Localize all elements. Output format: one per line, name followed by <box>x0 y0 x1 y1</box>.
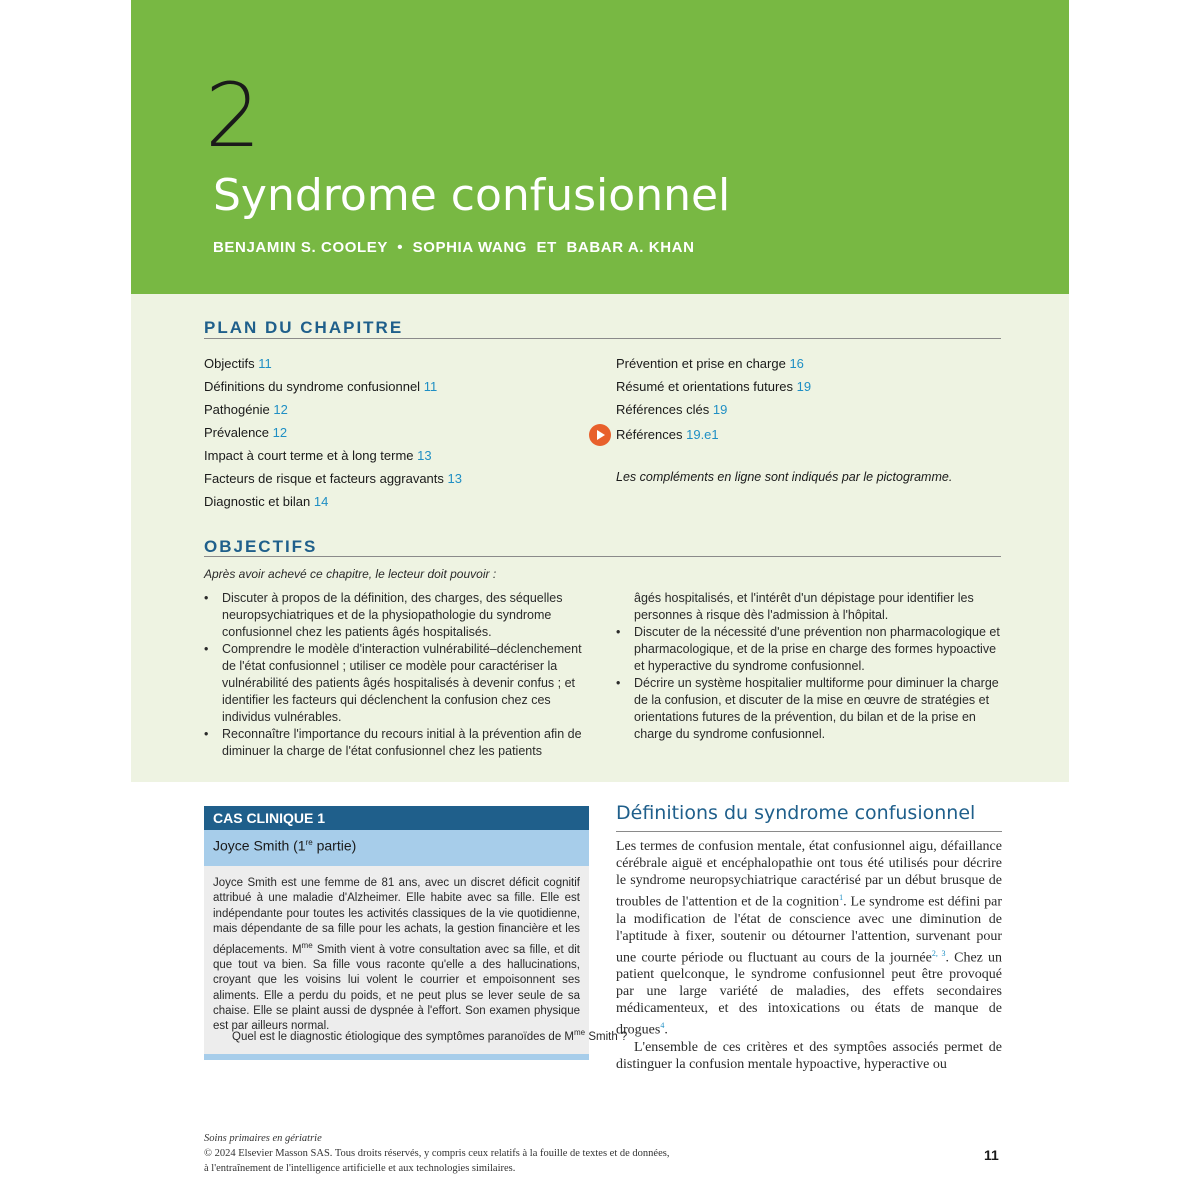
case-subtitle-sup: re <box>305 838 313 847</box>
play-icon[interactable] <box>589 424 611 446</box>
case-question-sup: me <box>574 1028 586 1037</box>
toc-label: Prévention et prise en charge <box>616 356 786 371</box>
book-page <box>131 0 1069 1200</box>
toc-right-column <box>616 352 811 446</box>
section-body <box>616 838 1002 1073</box>
copyright-line: © 2024 Elsevier Masson SAS. Tous droits réservés, y compris ceux relatifs à la fouille de textes et de données, <box>204 1148 670 1159</box>
toc-page: 11 <box>423 379 438 394</box>
book-title: Soins primaires en gériatrie <box>204 1133 322 1144</box>
toc-page: 12 <box>273 402 288 417</box>
objective-item: • Reconnaître l'importance du recours initial à la prévention afin de diminuer la charge de l'état confusionnel chez les patients <box>204 726 589 760</box>
toc-label: Références clés <box>616 402 710 417</box>
case-patient-name: Joyce Smith (1 <box>213 837 306 854</box>
case-text-sup: me <box>301 940 313 950</box>
text-run: . Chez un patient quelconque, le syndrome confusionnel peut être provoqué par une large variété de maladies, des effets secondaires médicamenteux, et des intoxications ou états de manque de drogues <box>616 950 1002 1038</box>
section-title-rule <box>616 831 1002 832</box>
objective-item: • Discuter à propos de la définition, des charges, des séquelles neuropsychiatriques et de la physiopathologie du syndrome confusionnel chez les patients âgés hospitalisés. <box>204 590 589 641</box>
toc-page: 13 <box>417 448 432 463</box>
citation-ref[interactable]: 4 <box>660 1021 665 1031</box>
case-question <box>232 1028 627 1043</box>
toc-label: Facteurs de risque et facteurs aggravants <box>204 471 444 486</box>
toc-entry[interactable] <box>204 375 462 398</box>
plan-rule <box>204 338 1001 339</box>
toc-page: 16 <box>789 356 804 371</box>
toc-left-column <box>204 352 462 513</box>
plan-heading: PLAN DU CHAPITRE <box>204 318 404 337</box>
toc-label: Prévalence <box>204 425 270 440</box>
toc-page: 14 <box>313 494 329 509</box>
toc-entry[interactable] <box>204 352 462 375</box>
text-run: . Le syndrome est défini par la modification de l'état de conscience avec une diminution de l'aptitude à fixer, soutenir ou détourner l'attention, survenant pour une courte période ou fluctuant au cours de la journée <box>616 894 1002 966</box>
toc-label: Références <box>616 427 683 442</box>
copyright-line: à l'entraînement de l'intelligence artificielle et aux technologies similaires. <box>204 1163 516 1174</box>
case-text-part: Joyce Smith est une femme de 81 ans, avec un discret déficit cognitif attribué à une maladie d'Alzheimer. Elle habite avec sa fille. Elle est indépendante pour toutes les activités classiques de la vie quotidienne, mais dépendante de sa fille pour les achats, la gestion financière et les déplacements. M <box>213 877 580 956</box>
objectives-right-column <box>616 590 1004 743</box>
objective-item: • Discuter de la nécessité d'une prévention non pharmacologique et pharmacologique, et de la prise en charge des formes hypoactive et hyperactive du syndrome confusionnel. <box>616 624 1004 675</box>
text-run: Les termes de confusion mentale, état confusionnel aigu, défaillance cérébrale aiguë et encéphalopathie ont tous été utilisés pour décrire le syndrome neuropsychiatrique caractérisé par un début brusque de troubles de l'attention et de la cognition <box>616 839 1002 910</box>
paragraph <box>616 838 1002 1039</box>
objectives-left-column <box>204 590 589 760</box>
citation-ref[interactable]: 1 <box>839 893 844 902</box>
toc-page: 19 <box>712 402 728 417</box>
chapter-authors: BENJAMIN S. COOLEY • SOPHIA WANG ET BABAR A. KHAN <box>213 239 695 256</box>
objectives-heading: OBJECTIFS <box>204 537 318 556</box>
objectives-rule <box>204 556 1001 557</box>
toc-entry[interactable] <box>616 352 811 375</box>
toc-page: 19.e1 <box>686 427 719 442</box>
objective-item: • Décrire un système hospitalier multiforme pour diminuer la charge de la confusion, et discuter de la mise en œuvre de stratégies et orientations futures de la prévention, du bilan et de la prise en charge du syndrome confusionnel. <box>616 675 1004 743</box>
page-number: 11 <box>984 1147 999 1163</box>
toc-entry[interactable] <box>204 490 462 513</box>
case-question-part: Quel est le diagnostic étiologique des symptômes paranoïdes de M <box>232 1030 575 1043</box>
toc-page: 13 <box>447 471 462 486</box>
case-box-heading: CAS CLINIQUE 1 <box>204 806 589 830</box>
objective-item: • Comprendre le modèle d'interaction vulnérabilité–déclenchement de l'état confusionnel ; utiliser ce modèle pour caractériser la vulnérabilité des patients âgés hospitalisés à devenir confus ; et identifier les facteurs qui déclenchent la confusion chez ces individus vulnérables. <box>204 641 589 726</box>
toc-label: Pathogénie <box>204 402 270 417</box>
toc-entry[interactable] <box>204 421 462 444</box>
section-title: Définitions du syndrome confusionnel <box>616 802 976 824</box>
toc-entry[interactable] <box>616 398 811 421</box>
toc-entry[interactable] <box>204 398 462 421</box>
toc-label: Résumé et orientations futures <box>616 379 794 394</box>
toc-label: Impact à court terme et à long terme <box>204 448 414 463</box>
paragraph: L'ensemble de ces critères et des symptôes associés permet de distinguer la confusion mentale hypoactive, hyperactive ou <box>616 1039 1002 1072</box>
toc-entry[interactable] <box>616 375 811 398</box>
chapter-number: 2 <box>205 64 261 167</box>
toc-label: Diagnostic et bilan <box>204 494 311 509</box>
chapter-header <box>131 0 1069 294</box>
case-box-subtitle <box>204 830 589 866</box>
toc-entry[interactable] <box>204 467 462 490</box>
case-box-body <box>204 866 628 1060</box>
toc-page: 12 <box>272 425 288 440</box>
toc-entry-online[interactable] <box>616 423 811 446</box>
case-subtitle-end: partie) <box>312 837 357 854</box>
text-run: . <box>664 1022 668 1038</box>
case-text-part: Smith vient à votre consultation avec sa fille, et dit que tout va bien. Sa fille vous raconte qu'elle a des hallucinations, croyant que les voisins lui volent le courrier et empoisonnent ses aliments. Elle a perdu du poids, et ne peut plus se lever seule de sa chaise. Elle se plaint aussi de dyspnée à l'effort. Son examen physique est par ailleurs normal. <box>213 943 580 1033</box>
case-question-part: Smith ? <box>585 1030 628 1043</box>
page-footer <box>204 1131 669 1176</box>
toc-page: 19 <box>796 379 812 394</box>
chapter-title: Syndrome confusionnel <box>213 170 731 221</box>
toc-page: 11 <box>258 356 272 371</box>
objective-item-continuation: âgés hospitalisés, et l'intérêt d'un dépistage pour identifier les personnes à risque dès l'admission à l'hôpital. <box>634 591 974 622</box>
online-content-note: Les compléments en ligne sont indiqués par le pictogramme. <box>616 470 953 484</box>
toc-label: Objectifs <box>204 356 255 371</box>
toc-entry[interactable] <box>204 444 462 467</box>
toc-label: Définitions du syndrome confusionnel <box>204 379 421 394</box>
objectives-intro: Après avoir achevé ce chapitre, le lecteur doit pouvoir : <box>204 567 497 581</box>
citation-ref[interactable]: 2, 3 <box>931 948 946 958</box>
case-description <box>213 876 580 1035</box>
